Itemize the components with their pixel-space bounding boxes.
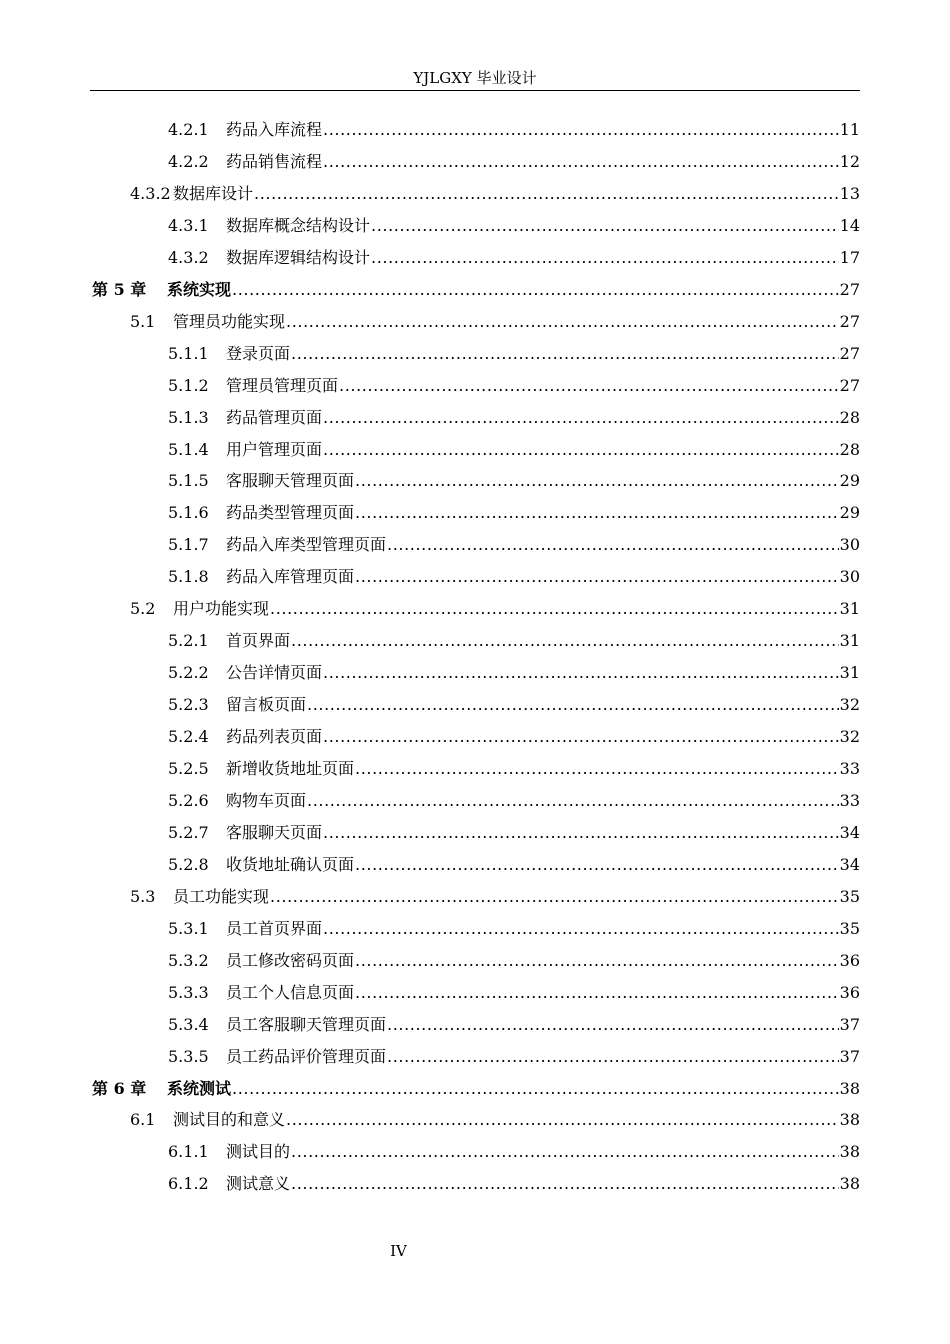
toc-entry-number: 5.1.5 xyxy=(168,471,209,490)
toc-entry-number: 第 5 章 xyxy=(92,280,147,299)
toc-entry-page: 14 xyxy=(839,216,860,235)
toc-entry-number: 5.1.2 xyxy=(168,376,209,395)
toc-entry-page: 34 xyxy=(839,855,860,874)
toc-entry-page: 29 xyxy=(839,503,860,522)
toc-entry-title: 留言板页面 xyxy=(226,695,307,714)
toc-entry[interactable] xyxy=(168,402,860,434)
toc-entry-number: 5.1.4 xyxy=(168,440,209,459)
toc-entry-page: 37 xyxy=(839,1047,860,1066)
toc-entry[interactable] xyxy=(168,529,860,561)
toc-entry[interactable] xyxy=(168,721,860,753)
toc-entry[interactable] xyxy=(168,657,860,689)
toc-entry[interactable] xyxy=(168,146,860,178)
toc-dot-leader xyxy=(323,408,839,428)
toc-entry-page: 35 xyxy=(839,919,860,938)
toc-dot-leader xyxy=(355,471,839,491)
toc-dot-leader xyxy=(355,855,839,875)
toc-dot-leader xyxy=(371,216,839,236)
toc-dot-leader xyxy=(371,248,839,268)
toc-entry[interactable] xyxy=(168,114,860,146)
toc-entry-number: 5.3 xyxy=(130,887,156,906)
toc-entry[interactable] xyxy=(168,977,860,1009)
toc-entry-title: 员工客服聊天管理页面 xyxy=(226,1015,387,1034)
toc-entry-number: 6.1.1 xyxy=(168,1142,209,1161)
toc-dot-leader xyxy=(323,152,839,172)
toc-entry-page: 12 xyxy=(839,152,860,171)
toc-entry-title: 药品销售流程 xyxy=(226,152,323,171)
toc-dot-leader xyxy=(387,1047,839,1067)
toc-entry[interactable] xyxy=(168,945,860,977)
toc-dot-leader xyxy=(323,727,839,747)
toc-entry-number: 第 6 章 xyxy=(92,1079,147,1098)
toc-dot-leader xyxy=(323,823,839,843)
toc-entry-number: 5.2.8 xyxy=(168,855,209,874)
toc-entry[interactable] xyxy=(130,1104,860,1136)
toc-dot-leader xyxy=(355,951,839,971)
toc-dot-leader xyxy=(323,919,839,939)
toc-entry-number: 5.1.8 xyxy=(168,567,209,586)
toc-entry-title: 员工药品评价管理页面 xyxy=(226,1047,387,1066)
toc-entry[interactable] xyxy=(168,465,860,497)
toc-entry-title: 首页界面 xyxy=(226,631,291,650)
toc-entry-page: 11 xyxy=(839,120,860,139)
toc-dot-leader xyxy=(387,1015,839,1035)
toc-dot-leader xyxy=(355,503,839,523)
toc-entry-page: 30 xyxy=(839,567,860,586)
toc-entry[interactable] xyxy=(168,753,860,785)
toc-entry-page: 13 xyxy=(839,184,860,203)
toc-entry-title: 用户管理页面 xyxy=(226,440,323,459)
toc-dot-leader xyxy=(270,599,839,619)
toc-entry-title: 药品入库流程 xyxy=(226,120,323,139)
toc-entry-title: 购物车页面 xyxy=(226,791,307,810)
toc-dot-leader xyxy=(254,184,839,204)
toc-dot-leader xyxy=(307,695,839,715)
toc-entry-title: 系统实现 xyxy=(167,280,232,299)
toc-dot-leader xyxy=(232,1079,839,1099)
toc-entry-number: 4.2.1 xyxy=(168,120,209,139)
toc-entry-page: 27 xyxy=(839,312,860,331)
toc-entry[interactable] xyxy=(92,1073,860,1105)
toc-entry-title: 公告详情页面 xyxy=(226,663,323,682)
toc-entry[interactable] xyxy=(168,1168,860,1200)
toc-entry-number: 6.1.2 xyxy=(168,1174,209,1193)
toc-entry-page: 31 xyxy=(839,631,860,650)
toc-entry-number: 5.1.1 xyxy=(168,344,209,363)
toc-entry[interactable] xyxy=(168,817,860,849)
toc-entry-number: 6.1 xyxy=(130,1110,156,1129)
page-header: YJLGXY 毕业设计 xyxy=(413,69,537,87)
toc-entry-number: 5.1.7 xyxy=(168,535,209,554)
toc-entry[interactable] xyxy=(168,625,860,657)
toc-entry[interactable] xyxy=(168,370,860,402)
toc-entry-page: 30 xyxy=(839,535,860,554)
toc-entry[interactable] xyxy=(130,306,860,338)
toc-entry-number: 5.2.7 xyxy=(168,823,209,842)
toc-entry-number: 5.2 xyxy=(130,599,156,618)
toc-entry-title: 药品类型管理页面 xyxy=(226,503,355,522)
toc-dot-leader xyxy=(270,887,839,907)
toc-dot-leader xyxy=(291,1174,839,1194)
toc-entry-title: 数据库设计 xyxy=(173,184,254,203)
toc-entry-page: 31 xyxy=(839,663,860,682)
toc-entry-number: 5.3.4 xyxy=(168,1015,209,1034)
toc-entry-title: 药品入库类型管理页面 xyxy=(226,535,387,554)
toc-entry[interactable] xyxy=(168,434,860,466)
toc-entry-number: 4.3.2 xyxy=(168,248,209,267)
toc-entry-page: 36 xyxy=(839,983,860,1002)
toc-entry-number: 5.3.5 xyxy=(168,1047,209,1066)
toc-entry-title: 药品列表页面 xyxy=(226,727,323,746)
toc-entry-title: 员工个人信息页面 xyxy=(226,983,355,1002)
toc-entry-title: 员工功能实现 xyxy=(173,887,270,906)
toc-dot-leader xyxy=(387,535,839,555)
toc-entry-number: 5.2.4 xyxy=(168,727,209,746)
toc-entry-number: 5.1 xyxy=(130,312,156,331)
toc-entry[interactable] xyxy=(168,913,860,945)
toc-entry-page: 38 xyxy=(839,1110,860,1129)
toc-entry-number: 5.2.5 xyxy=(168,759,209,778)
toc-entry-title: 药品入库管理页面 xyxy=(226,567,355,586)
page-number: IV xyxy=(390,1242,407,1260)
toc-entry-page: 36 xyxy=(839,951,860,970)
toc-entry-page: 35 xyxy=(839,887,860,906)
toc-entry[interactable] xyxy=(130,593,860,625)
toc-entry-page: 32 xyxy=(839,727,860,746)
toc-entry-title: 收货地址确认页面 xyxy=(226,855,355,874)
toc-entry-title: 客服聊天页面 xyxy=(226,823,323,842)
toc-entry-page: 32 xyxy=(839,695,860,714)
header-rule xyxy=(90,90,860,91)
toc-entry-page: 27 xyxy=(839,280,860,299)
toc-dot-leader xyxy=(291,631,839,651)
toc-dot-leader xyxy=(355,567,839,587)
toc-dot-leader xyxy=(232,280,839,300)
toc-dot-leader xyxy=(339,376,839,396)
toc-entry-page: 31 xyxy=(839,599,860,618)
toc-entry-number: 4.2.2 xyxy=(168,152,209,171)
toc-dot-leader xyxy=(323,440,839,460)
toc-entry-title: 员工首页界面 xyxy=(226,919,323,938)
toc-entry-number: 4.3.1 xyxy=(168,216,209,235)
toc-entry[interactable] xyxy=(168,338,860,370)
toc-entry[interactable] xyxy=(130,881,860,913)
toc-entry-page: 33 xyxy=(839,791,860,810)
toc-entry-title: 测试目的和意义 xyxy=(173,1110,286,1129)
toc-entry-page: 37 xyxy=(839,1015,860,1034)
toc-dot-leader xyxy=(307,791,839,811)
toc-entry-number: 5.3.1 xyxy=(168,919,209,938)
toc-dot-leader xyxy=(355,759,839,779)
toc-entry[interactable] xyxy=(168,785,860,817)
toc-entry-number: 5.2.1 xyxy=(168,631,209,650)
toc-entry-page: 38 xyxy=(839,1079,860,1098)
toc-dot-leader xyxy=(286,1110,839,1130)
toc-dot-leader xyxy=(355,983,839,1003)
toc-entry-number: 5.3.3 xyxy=(168,983,209,1002)
toc-dot-leader xyxy=(291,344,839,364)
toc-entry-number: 5.3.2 xyxy=(168,951,209,970)
toc-entry[interactable] xyxy=(168,689,860,721)
toc-entry-page: 27 xyxy=(839,344,860,363)
toc-entry-number: 5.2.6 xyxy=(168,791,209,810)
toc-entry[interactable] xyxy=(130,178,860,210)
toc-dot-leader xyxy=(323,120,839,140)
toc-entry-title: 数据库逻辑结构设计 xyxy=(226,248,371,267)
toc-entry-title: 客服聊天管理页面 xyxy=(226,471,355,490)
toc-entry[interactable] xyxy=(168,561,860,593)
toc-entry-page: 33 xyxy=(839,759,860,778)
toc-entry-page: 27 xyxy=(839,376,860,395)
toc-entry[interactable] xyxy=(168,497,860,529)
toc-entry-title: 用户功能实现 xyxy=(173,599,270,618)
toc-entry[interactable] xyxy=(168,242,860,274)
toc-entry-page: 38 xyxy=(839,1174,860,1193)
toc-entry-number: 5.1.6 xyxy=(168,503,209,522)
toc-entry[interactable] xyxy=(92,274,860,306)
toc-dot-leader xyxy=(291,1142,839,1162)
toc-entry[interactable] xyxy=(168,1041,860,1073)
toc-dot-leader xyxy=(323,663,839,683)
toc-entry[interactable] xyxy=(168,1136,860,1168)
toc-entry-number: 5.1.3 xyxy=(168,408,209,427)
toc-entry-title: 数据库概念结构设计 xyxy=(226,216,371,235)
toc-entry[interactable] xyxy=(168,1009,860,1041)
toc-entry-number: 4.3.2 xyxy=(130,184,171,203)
toc-entry-page: 17 xyxy=(839,248,860,267)
toc-entry-page: 29 xyxy=(839,471,860,490)
toc-entry-title: 登录页面 xyxy=(226,344,291,363)
toc-entry[interactable] xyxy=(168,210,860,242)
toc-entry-title: 系统测试 xyxy=(167,1079,232,1098)
toc-entry-number: 5.2.2 xyxy=(168,663,209,682)
toc-entry-title: 测试目的 xyxy=(226,1142,291,1161)
toc-entry-number: 5.2.3 xyxy=(168,695,209,714)
toc-dot-leader xyxy=(286,312,839,332)
toc-entry-page: 28 xyxy=(839,408,860,427)
toc-entry[interactable] xyxy=(168,849,860,881)
toc-entry-page: 28 xyxy=(839,440,860,459)
toc-entry-title: 员工修改密码页面 xyxy=(226,951,355,970)
toc-entry-page: 34 xyxy=(839,823,860,842)
toc-entry-title: 测试意义 xyxy=(226,1174,291,1193)
toc-entry-title: 药品管理页面 xyxy=(226,408,323,427)
toc-entry-title: 新增收货地址页面 xyxy=(226,759,355,778)
toc-entry-page: 38 xyxy=(839,1142,860,1161)
toc-entry-title: 管理员管理页面 xyxy=(226,376,339,395)
toc-entry-title: 管理员功能实现 xyxy=(173,312,286,331)
